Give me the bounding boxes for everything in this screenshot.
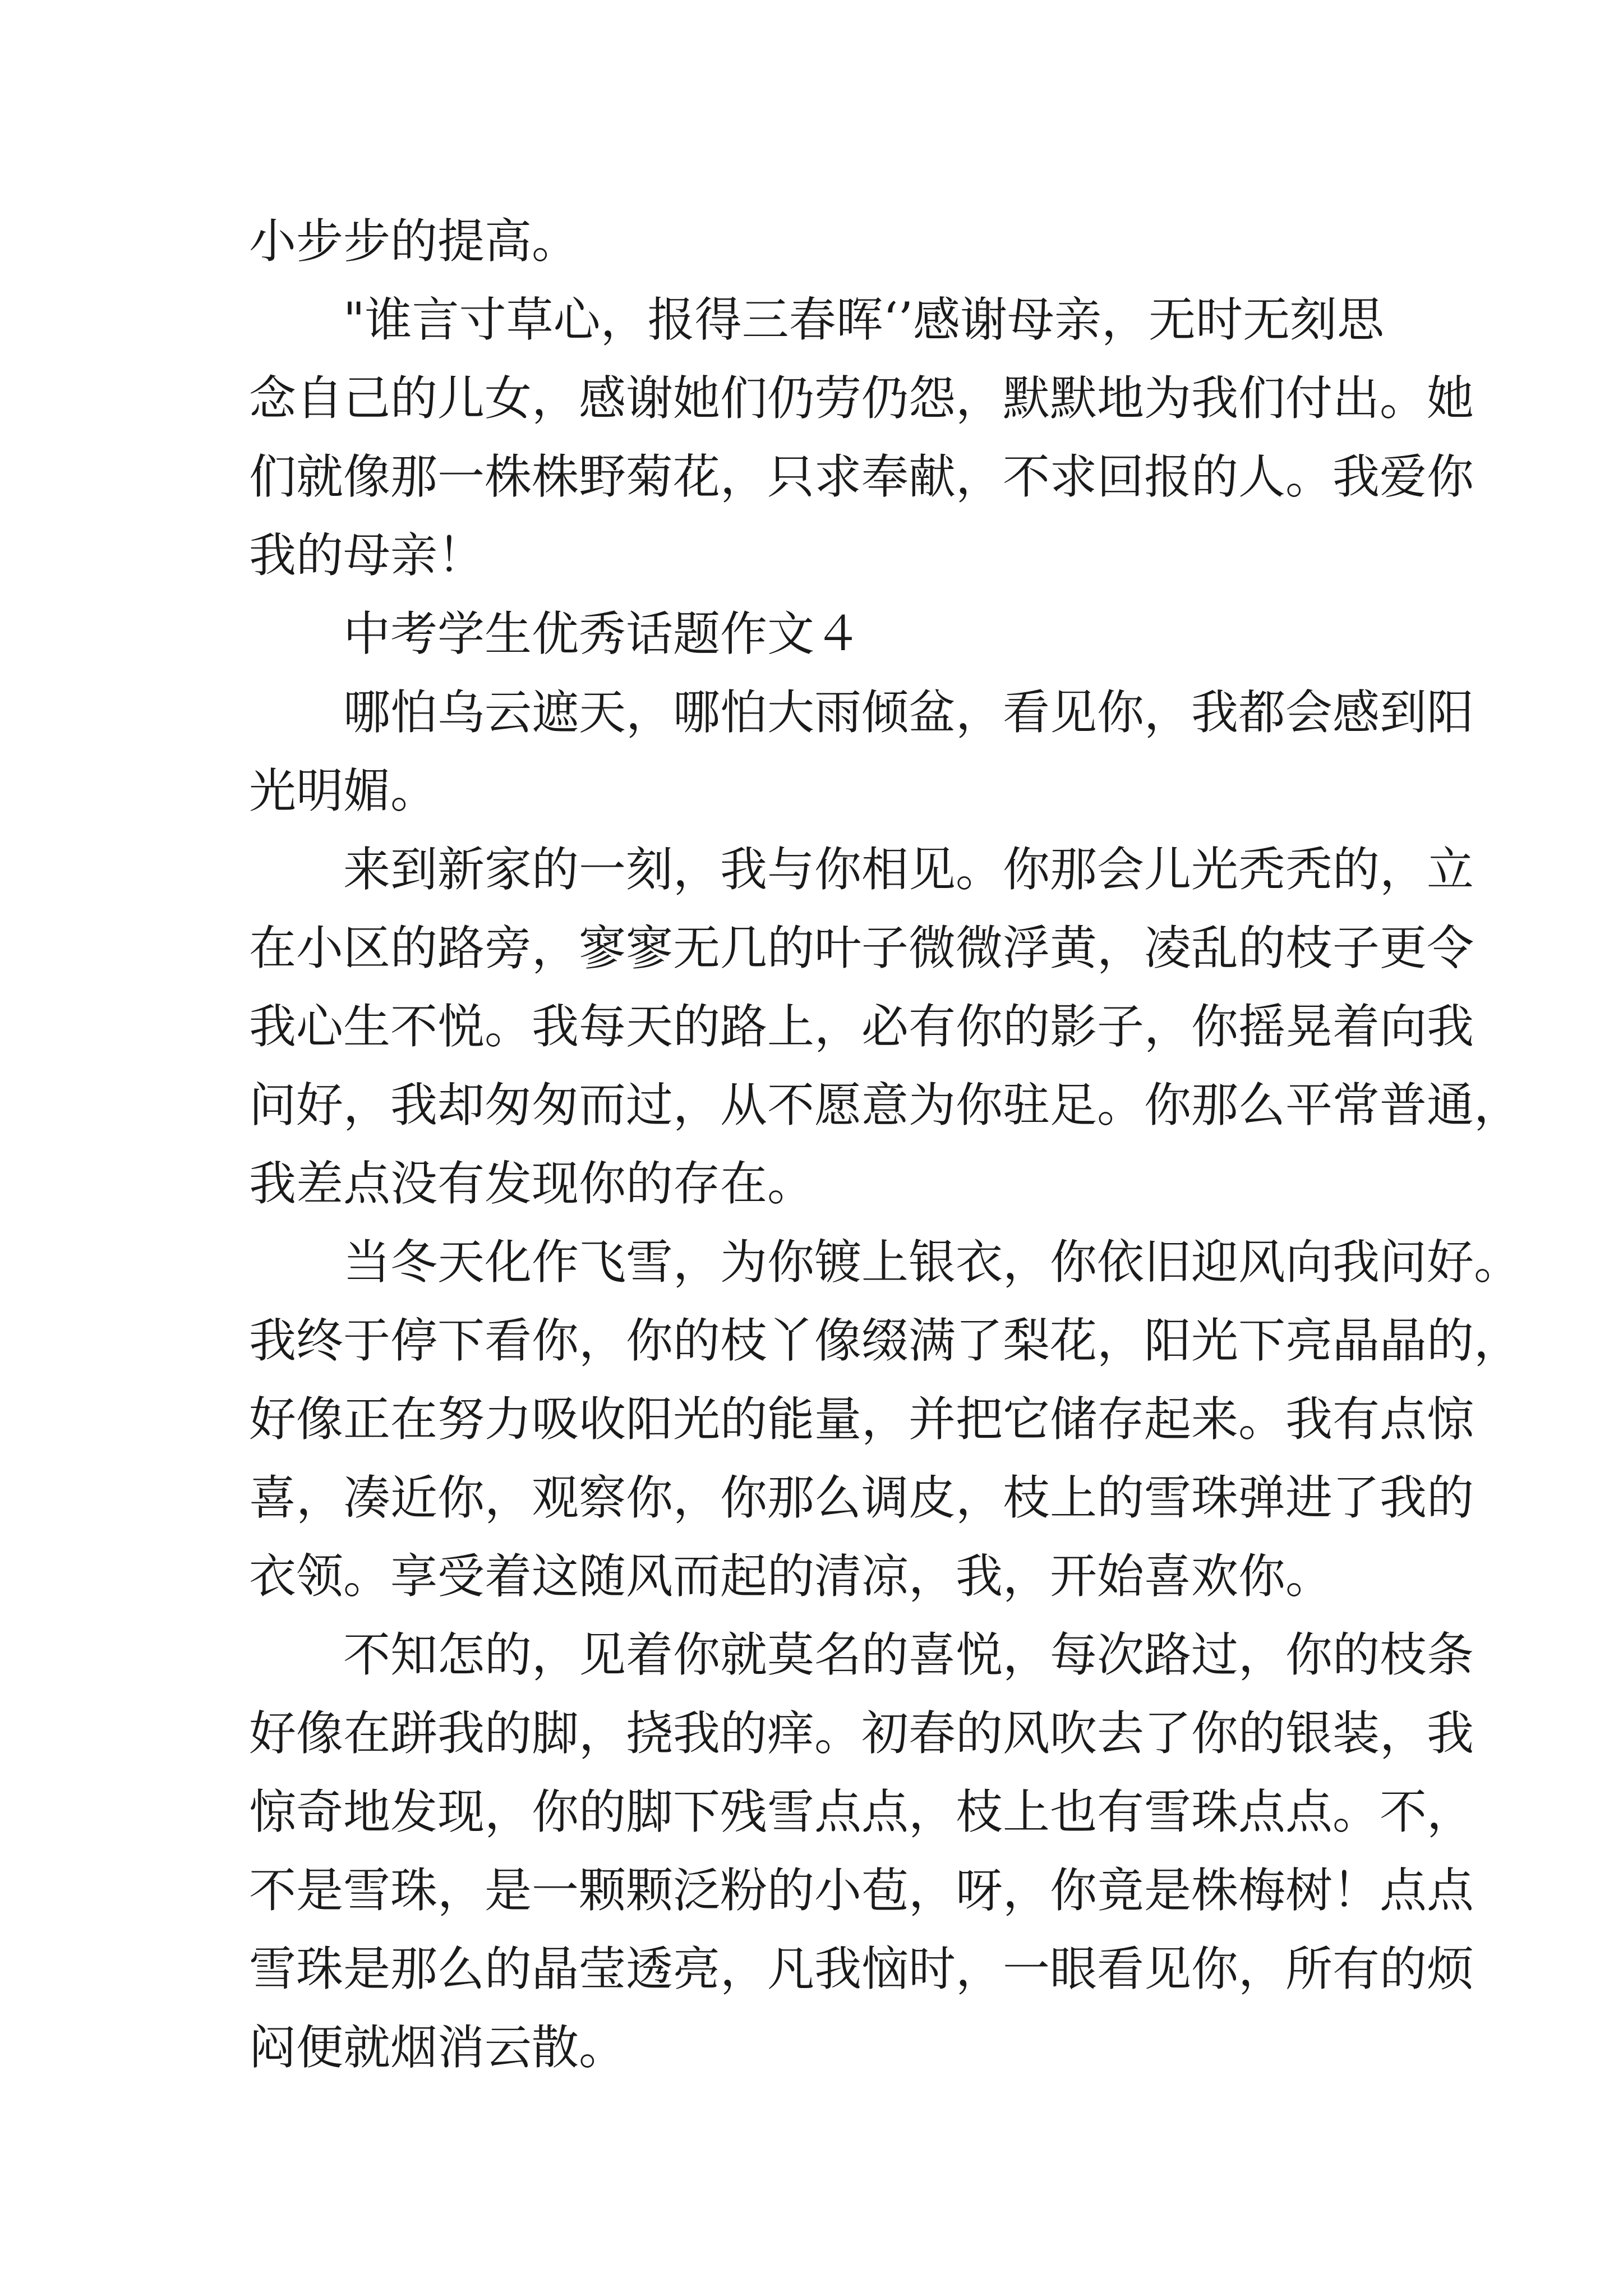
text-line: 我差点没有发现你的存在。 [249, 1156, 815, 1211]
text-line: 小步步的提高。 [249, 214, 579, 269]
text-line: 好像正在努力吸收阳光的能量，并把它储存起来。我有点惊 [249, 1392, 1474, 1447]
text-line: 喜，凑近你，观察你，你那么调皮，枝上的雪珠弹进了我的 [249, 1470, 1474, 1525]
text-line: 好像在跰我的脚，挠我的痒。初春的风吹去了你的银装，我 [249, 1706, 1474, 1761]
text-line: 不是雪珠，是一颗颗泛粉的小苞，呀，你竟是株梅树！点点 [249, 1863, 1474, 1918]
text-line: 我的母亲！ [249, 528, 485, 583]
text-line: 衣领。享受着这随风而起的清凉，我，开始喜欢你。 [249, 1549, 1333, 1604]
text-line: "谁言寸草心，报得三春晖‘’感谢母亲，无时无刻思 [249, 292, 1385, 347]
text-line: 光明媚。 [249, 763, 438, 818]
text-line: 雪珠是那么的晶莹透亮，凡我恼时，一眼看见你，所有的烦 [249, 1941, 1474, 1996]
section-heading: 中考学生优秀话题作文４ [249, 606, 862, 661]
text-line: 惊奇地发现，你的脚下残雪点点，枝上也有雪珠点点。不， [249, 1784, 1474, 1839]
text-line: 不知怎的，见着你就莫名的喜悦，每次路过，你的枝条 [249, 1627, 1474, 1682]
text-line: 来到新家的一刻，我与你相见。你那会儿光秃秃的，立 [249, 842, 1474, 897]
text-line: 问好，我却匆匆而过，从不愿意为你驻足。你那么平常普通， [249, 1078, 1521, 1133]
text-line: 们就像那一株株野菊花，只求奉献，不求回报的人。我爱你 [249, 449, 1474, 504]
text-line: 我终于停下看你，你的枝丫像缀满了梨花，阳光下亮晶晶的， [249, 1313, 1521, 1368]
text-line: 在小区的路旁，寥寥无几的叶子微微浮黄，凌乱的枝子更令 [249, 921, 1474, 976]
document-body [249, 202, 1521, 2087]
text-line: 当冬天化作飞雪，为你镀上银衣，你依旧迎风向我问好。 [249, 1235, 1521, 1290]
text-line: 念自己的儿女，感谢她们仍劳仍怨，默默地为我们付出。她 [249, 371, 1474, 426]
text-line: 哪怕乌云遮天，哪怕大雨倾盆，看见你，我都会感到阳 [249, 685, 1474, 740]
text-line: 闷便就烟消云散。 [249, 2020, 626, 2075]
text-line: 我心生不悦。我每天的路上，必有你的影子，你摇晃着向我 [249, 999, 1474, 1054]
